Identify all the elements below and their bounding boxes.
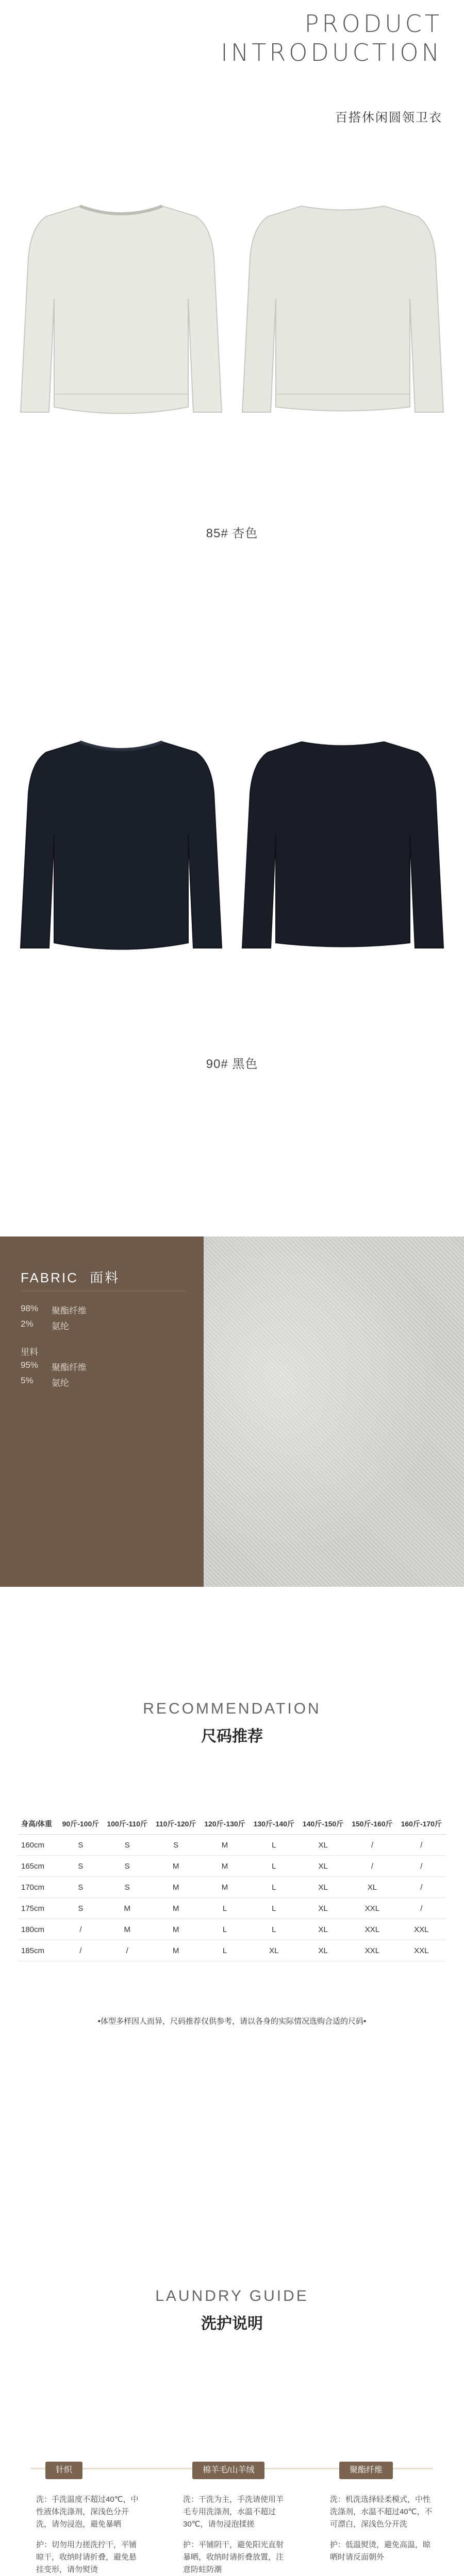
fabric-b-name-2: 氨纶 — [52, 1378, 69, 1388]
size-header-cell: 140斤-150斤 — [299, 1814, 347, 1835]
size-header-cell: 130斤-140斤 — [250, 1814, 299, 1835]
header-subtitle: 百搭休闲圆领卫衣 — [335, 111, 442, 125]
size-note: •体型多样因人而异，尺码推荐仅供参考，请以各身的实际情况选购合适的尺码• — [97, 2017, 367, 2026]
size-value-cell: / — [103, 1940, 152, 1961]
laundry-wash-text: 洗：机洗选择轻柔模式，中性洗涤剂，水温不超过40℃，不可漂白，深浅色分开洗 — [330, 2495, 433, 2529]
size-value-cell: M — [200, 1856, 249, 1877]
size-table — [18, 1814, 446, 1961]
size-header-cell: 100斤-110斤 — [103, 1814, 152, 1835]
size-value-cell: S — [58, 1877, 103, 1898]
size-value-cell: / — [397, 1856, 446, 1877]
black-sweatshirt-front-photo — [18, 721, 224, 963]
laundry-title-en: LAUNDRY GUIDE — [155, 2287, 309, 2304]
size-value-cell: M — [200, 1835, 249, 1856]
size-title-en: RECOMMENDATION — [143, 1700, 321, 1717]
fabric-a-pct-2: 2% — [21, 1319, 34, 1329]
size-value-cell: M — [152, 1877, 200, 1898]
laundry-wash-text: 洗：干洗为主，手洗请使用羊毛专用洗涤剂，水温不超过30℃，请勿浸泡揉搓 — [183, 2495, 284, 2529]
size-value-cell: XL — [299, 1898, 347, 1919]
fabric-b-pct-2: 5% — [21, 1376, 34, 1385]
size-height-cell: 180cm — [18, 1919, 58, 1940]
laundry-title-cn: 洗护说明 — [201, 2315, 263, 2332]
size-value-cell: / — [347, 1835, 396, 1856]
size-value-cell: XL — [250, 1940, 299, 1961]
fabric-b-name-1: 聚酯纤维 — [52, 1363, 87, 1372]
size-value-cell: / — [397, 1898, 446, 1919]
size-value-cell: L — [200, 1919, 249, 1940]
fabric-closeup-photo — [204, 1236, 464, 1587]
laundry-badge: 针织 — [45, 2462, 82, 2479]
size-table-row — [18, 1940, 446, 1961]
size-header-cell: 身高/体重 — [18, 1814, 58, 1835]
size-header-cell: 120斤-130斤 — [200, 1814, 249, 1835]
size-value-cell: / — [397, 1877, 446, 1898]
size-value-cell: XL — [299, 1835, 347, 1856]
variant-caption-beige: 85# 杏色 — [206, 527, 258, 540]
size-value-cell: S — [58, 1835, 103, 1856]
header-title-line2: INTRODUCTION — [221, 39, 442, 66]
size-value-cell: S — [58, 1898, 103, 1919]
beige-sweatshirt-front-photo — [18, 185, 224, 428]
laundry-care-text: 护：低温熨烫，避免高温，晾晒时请反面朝外 — [330, 2540, 431, 2562]
laundry-badge: 聚酯纤维 — [339, 2462, 393, 2479]
size-height-cell: 175cm — [18, 1898, 58, 1919]
size-table-row — [18, 1877, 446, 1898]
size-value-cell: L — [200, 1898, 249, 1919]
laundry-badge: 棉羊毛/山羊绒 — [192, 2462, 264, 2479]
size-header-cell: 160斤-170斤 — [397, 1814, 446, 1835]
size-value-cell: L — [250, 1898, 299, 1919]
variant-caption-black: 90# 黑色 — [206, 1057, 258, 1071]
size-header-cell: 150斤-160斤 — [347, 1814, 396, 1835]
laundry-care-text: 护：平铺阴干，避免阳光直射暴晒，收纳时请折叠放置，注意防蛀防潮 — [183, 2540, 284, 2574]
beige-sweatshirt-back-photo — [240, 185, 446, 428]
size-table-header-row — [18, 1814, 446, 1835]
size-header-cell: 90斤-100斤 — [58, 1814, 103, 1835]
laundry-text — [330, 2494, 433, 2572]
black-sweatshirt-back-photo — [240, 721, 446, 963]
fabric-a-pct-1: 98% — [21, 1303, 39, 1313]
size-value-cell: / — [58, 1940, 103, 1961]
size-value-cell: S — [58, 1856, 103, 1877]
size-value-cell: / — [397, 1835, 446, 1856]
size-header-cell: 110斤-120斤 — [152, 1814, 200, 1835]
size-value-cell: L — [250, 1919, 299, 1940]
size-table-row — [18, 1898, 446, 1919]
size-value-cell: S — [103, 1835, 152, 1856]
size-value-cell: M — [103, 1898, 152, 1919]
fabric-a-name-2: 氨纶 — [52, 1321, 69, 1331]
size-value-cell: XXL — [347, 1940, 396, 1961]
size-table-row — [18, 1856, 446, 1877]
fabric-b-label: 里料 — [21, 1347, 38, 1357]
size-value-cell: S — [103, 1877, 152, 1898]
size-value-cell: M — [152, 1898, 200, 1919]
size-table-row — [18, 1919, 446, 1940]
size-value-cell: XXL — [397, 1940, 446, 1961]
size-value-cell: L — [250, 1856, 299, 1877]
size-value-cell: L — [250, 1835, 299, 1856]
size-value-cell: M — [152, 1940, 200, 1961]
size-value-cell: XL — [299, 1877, 347, 1898]
fabric-a-name-1: 聚酯纤维 — [52, 1306, 87, 1316]
size-value-cell: M — [152, 1919, 200, 1940]
size-value-cell: M — [103, 1919, 152, 1940]
laundry-wash-text: 洗：手洗温度不超过40℃，中性液体洗涤剂，深浅色分开洗，请勿浸泡，避免暴晒 — [36, 2495, 139, 2529]
size-table-row — [18, 1835, 446, 1856]
size-value-cell: L — [250, 1877, 299, 1898]
laundry-care-text: 护：切勿用力搓洗拧干，平铺晾干，收纳时请折叠，避免悬挂变形，请勿熨烫 — [36, 2540, 137, 2574]
size-value-cell: / — [347, 1856, 396, 1877]
size-value-cell: XXL — [347, 1898, 396, 1919]
size-value-cell: L — [200, 1940, 249, 1961]
size-value-cell: XL — [299, 1940, 347, 1961]
size-value-cell: XL — [299, 1856, 347, 1877]
size-title-cn: 尺码推荐 — [201, 1728, 263, 1745]
fabric-b-pct-1: 95% — [21, 1360, 39, 1370]
size-value-cell: XXL — [347, 1919, 396, 1940]
size-value-cell: / — [58, 1919, 103, 1940]
fabric-title-en: FABRIC — [21, 1270, 78, 1285]
size-value-cell: XL — [299, 1919, 347, 1940]
size-value-cell: S — [152, 1835, 200, 1856]
header-title-line1: PRODUCT — [304, 10, 442, 38]
laundry-text — [36, 2494, 139, 2576]
size-height-cell: 170cm — [18, 1877, 58, 1898]
size-height-cell: 185cm — [18, 1940, 58, 1961]
size-value-cell: M — [152, 1856, 200, 1877]
size-value-cell: S — [103, 1856, 152, 1877]
fabric-panel — [0, 1236, 204, 1587]
size-value-cell: M — [200, 1877, 249, 1898]
size-value-cell: XXL — [397, 1919, 446, 1940]
fabric-title — [21, 1267, 120, 1286]
fabric-title-cn: 面料 — [90, 1270, 120, 1285]
size-height-cell: 165cm — [18, 1856, 58, 1877]
size-value-cell: XL — [347, 1877, 396, 1898]
laundry-text — [183, 2494, 286, 2576]
size-height-cell: 160cm — [18, 1835, 58, 1856]
